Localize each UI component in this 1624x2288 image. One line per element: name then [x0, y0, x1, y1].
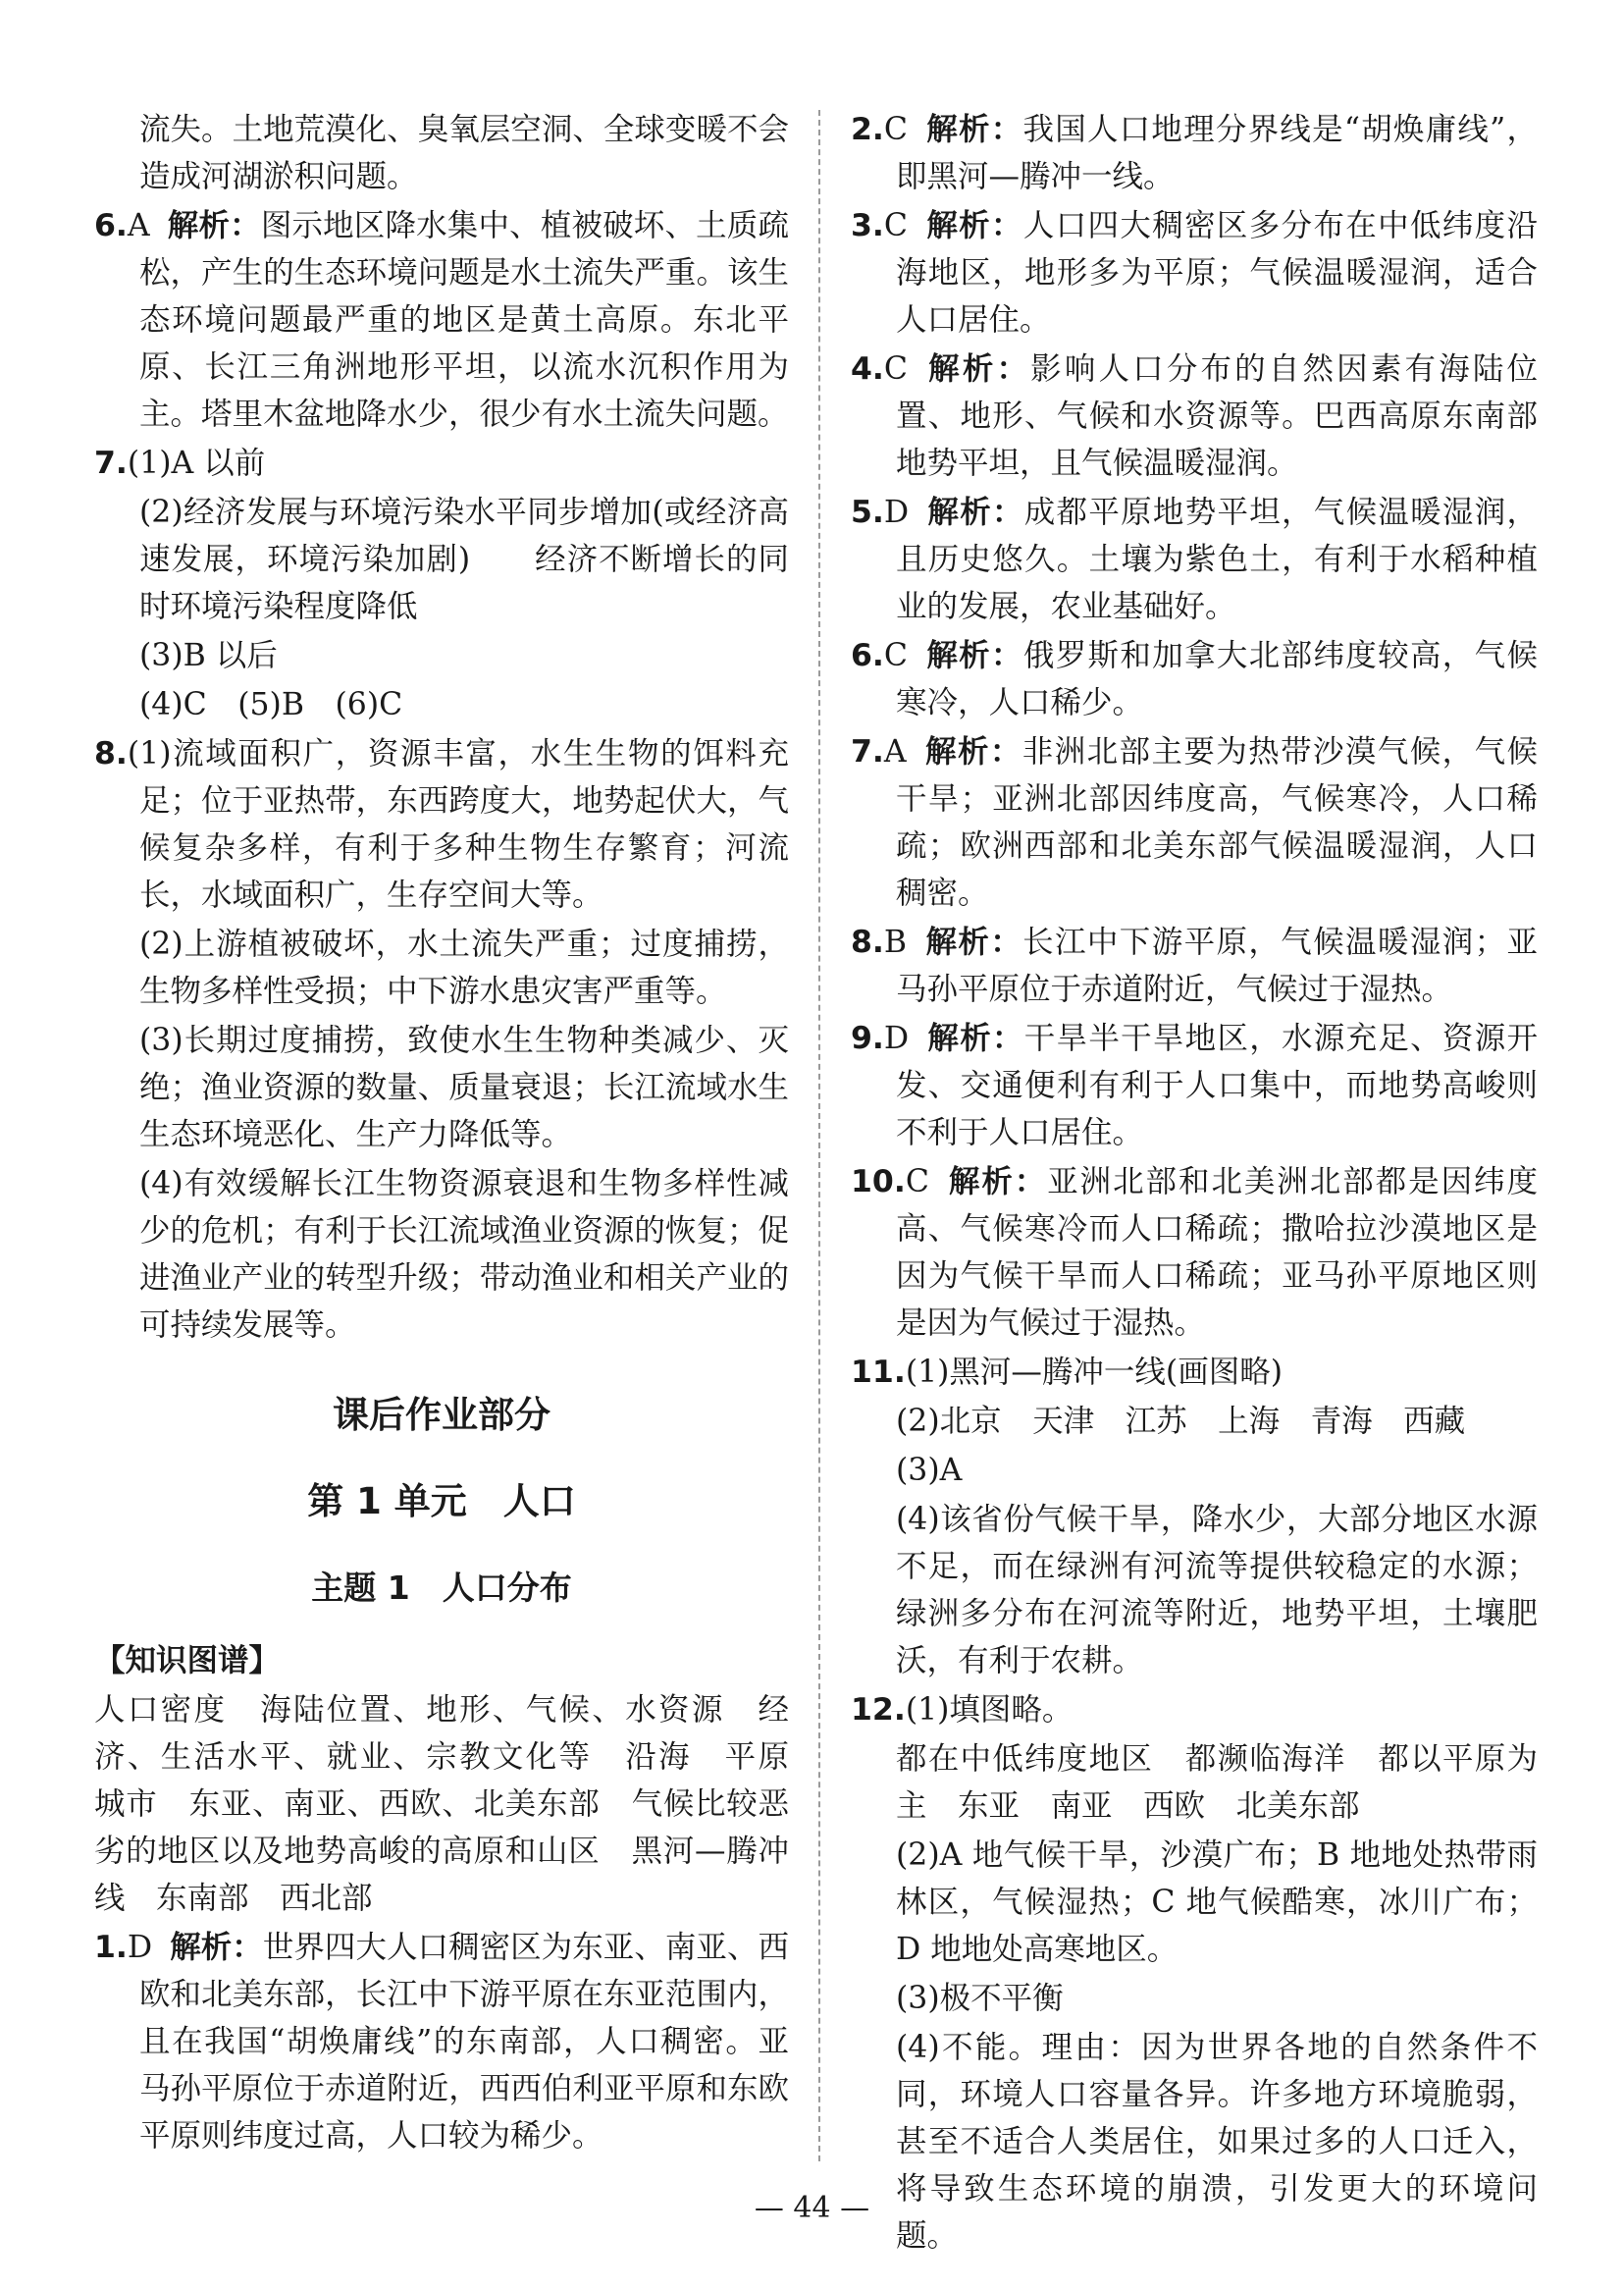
q8-part4: (4)有效缓解长江生物资源衰退和生物多样性减少的危机；有利于长江流域渔业资源的恢复；促进渔业产业的转型升级；带动渔业和相关产业的可持续发展等。 — [139, 1166, 789, 1343]
r-q9-number: 9. — [851, 1021, 884, 1056]
q7-part1: (1)A 以前 — [127, 446, 266, 481]
r-q10-text: 亚洲北部和北美洲北部都是因纬度高、气候寒冷而人口稀疏；撒哈拉沙漠地区是因为气候干旱而人口稀疏；亚马孙平原地区则是因为气候过于湿热。 — [896, 1164, 1538, 1341]
r-q8-label: 解析： — [924, 925, 1023, 960]
left-q8 — [94, 730, 789, 919]
r-q7-label: 解析： — [923, 734, 1022, 770]
q8-number: 8. — [94, 736, 128, 772]
left-q7 — [94, 440, 789, 487]
q1-label: 解析： — [170, 1930, 263, 1965]
column-divider — [818, 110, 820, 2161]
r-q5-answer: D — [883, 495, 910, 530]
q6-text: 图示地区降水集中、植被破坏、土质疏松，产生的生态环境问题是水土流失严重。该生态环境问题最严重的地区是黄土高原。东北平原、长江三角洲地形平坦，以流水沉积作用为主。塔里木盆地降水少，很少有水土流失问题。 — [139, 208, 789, 432]
right-q12 — [851, 1686, 1538, 1733]
r-q11-part1: (1)黑河—腾冲一线(画图略) — [905, 1355, 1283, 1390]
left-column — [94, 106, 820, 2161]
r-q4-number: 4. — [851, 351, 884, 387]
r-q11-part3: (3)A — [896, 1453, 963, 1488]
r-q2-number: 2. — [851, 112, 884, 147]
r-q7-number: 7. — [851, 734, 884, 770]
r-q5-text: 成都平原地势平坦，气候温暖湿润，且历史悠久。土壤为紫色土，有利于水稻种植业的发展，农业基础好。 — [896, 495, 1538, 624]
knowledge-map-text: 人口密度 海陆位置、地形、气候、水资源 经济、生活水平、就业、宗教文化等 沿海 平原 城市 东亚、南亚、西欧、北美东部 气候比较恶劣的地区以及地势高峻的高原和山区 黑河—腾冲线 东南部 西北部 — [94, 1692, 820, 1916]
r-q3-label: 解析： — [925, 208, 1023, 243]
q8-part2: (2)上游植被破坏，水土流失严重；过度捕捞，生物多样性受损；中下游水患灾害严重等。 — [139, 927, 789, 1009]
r-q8-answer: B — [883, 925, 908, 960]
r-q7-text: 非洲北部主要为热带沙漠气候，气候干旱；亚洲北部因纬度高，气候寒冷，人口稀疏；欧洲西部和北美东部气候温暖湿润，人口稠密。 — [896, 734, 1538, 911]
r-q10-label: 解析： — [946, 1164, 1048, 1199]
r-q11-part4: (4)该省份气候干旱，降水少，大部分地区水源不足，而在绿洲有河流等提供较稳定的水源；绿洲多分布在河流等附近，地势平坦，土壤肥沃，有利于农耕。 — [896, 1502, 1538, 1678]
r-q4-answer: C — [883, 351, 908, 387]
q6-label: 解析： — [167, 208, 261, 243]
knowledge-map-label: 【知识图谱】 — [94, 1643, 281, 1678]
r-q2-text: 我国人口地理分界线是“胡焕庸线”，即黑河—腾冲一线。 — [896, 112, 1538, 194]
r-q3-answer: C — [883, 208, 908, 243]
r-q6-number: 6. — [851, 638, 884, 673]
r-q2-answer: C — [883, 112, 908, 147]
left-q1 — [94, 1924, 789, 2159]
right-column — [851, 106, 1538, 2261]
r-q4-text: 影响人口分布的自然因素有海陆位置、地形、气候和水资源等。巴西高原东南部地势平坦，且气候温暖湿润。 — [896, 351, 1538, 481]
q6-answer: A — [127, 208, 150, 243]
r-q10-number: 10. — [851, 1164, 906, 1199]
r-q12-part1b: 都在中低纬度地区 都濒临海洋 都以平原为主 东亚 南亚 西欧 北美东部 — [896, 1741, 1538, 1824]
left-q6 — [94, 202, 789, 438]
r-q9-text: 干旱半干旱地区，水源充足、资源开发、交通便利有利于人口集中，而地势高峻则不利于人口居住。 — [896, 1021, 1538, 1150]
right-q8 — [851, 919, 1538, 1013]
r-q7-answer: A — [883, 734, 907, 770]
section-title-homework: 课后作业部分 — [333, 1394, 550, 1436]
r-q12-part1: (1)填图略。 — [905, 1692, 1074, 1728]
r-q3-number: 3. — [851, 208, 884, 243]
q8-part1: (1)流域面积广，资源丰富，水生生物的饵料充足；位于亚热带，东西跨度大，地势起伏大，气候复杂多样，有利于多种生物生存繁育；河流长，水域面积广，生存空间大等。 — [127, 736, 789, 913]
r-q5-number: 5. — [851, 495, 884, 530]
right-q3 — [851, 202, 1538, 344]
q7-part3: (3)B 以后 — [139, 638, 278, 673]
q8-part3: (3)长期过度捕捞，致使水生生物种类减少、灭绝；渔业资源的数量、质量衰退；长江流域水生生态环境恶化、生产力降低等。 — [139, 1023, 789, 1152]
right-q9 — [851, 1015, 1538, 1156]
r-q6-answer: C — [883, 638, 908, 673]
r-q11-number: 11. — [851, 1355, 906, 1390]
r-q8-number: 8. — [851, 925, 884, 960]
r-q6-text: 俄罗斯和加拿大北部纬度较高，气候寒冷，人口稀少。 — [896, 638, 1538, 720]
r-q12-part4: (4)不能。理由：因为世界各地的自然条件不同，环境人口容量各异。许多地方环境脆弱，甚至不适合人类居住，如果过多的人口迁入，将导致生态环境的崩溃，引发更大的环境问题。 — [896, 2030, 1538, 2254]
right-q5 — [851, 489, 1538, 630]
q7-part2: (2)经济发展与环境污染水平同步增加(或经济高速发展，环境污染加剧) 经济不断增长的同时环境污染程度降低 — [139, 495, 789, 624]
q6-number: 6. — [94, 208, 128, 243]
r-q8-text: 长江中下游平原，气候温暖湿润；亚马孙平原位于赤道附近，气候过于湿热。 — [896, 925, 1538, 1007]
knowledge-map-heading — [94, 1637, 789, 1684]
r-q6-label: 解析： — [925, 638, 1023, 673]
r-q9-label: 解析： — [926, 1021, 1024, 1056]
right-q10 — [851, 1158, 1538, 1347]
right-q2 — [851, 106, 1538, 200]
right-q4 — [851, 346, 1538, 487]
q1-answer: D — [127, 1930, 153, 1965]
r-q12-number: 12. — [851, 1692, 906, 1728]
r-q12-part3: (3)极不平衡 — [896, 1981, 1064, 2016]
section-title-topic: 主题 1 人口分布 — [311, 1569, 572, 1607]
q7-part4: (4)C (5)B (6)C — [139, 687, 403, 722]
q1-number: 1. — [94, 1930, 128, 1965]
r-q2-label: 解析： — [925, 112, 1023, 147]
r-q12-part2: (2)A 地气候干旱，沙漠广布；B 地地处热带雨林区，气候湿热；C 地气候酷寒，冰川广布；D 地地处高寒地区。 — [896, 1837, 1538, 1967]
r-q10-answer: C — [905, 1164, 929, 1199]
q5-continuation: 流失。土地荒漠化、臭氧层空洞、全球变暖不会造成河湖淤积问题。 — [139, 112, 789, 194]
r-q4-label: 解析： — [925, 351, 1031, 387]
r-q5-label: 解析： — [926, 495, 1024, 530]
right-q6 — [851, 632, 1538, 726]
r-q11-part2: (2)北京 天津 江苏 上海 青海 西藏 — [896, 1404, 1466, 1439]
right-q11 — [851, 1349, 1538, 1396]
section-title-unit: 第 1 单元 人口 — [307, 1480, 576, 1522]
r-q9-answer: D — [883, 1021, 910, 1056]
right-q7 — [851, 728, 1538, 917]
q1-text: 世界四大人口稠密区为东亚、南亚、西欧和北美东部，长江中下游平原在东亚范围内，且在我国“胡焕庸线”的东南部，人口稠密。亚马孙平原位于赤道附近，西西伯利亚平原和东欧平原则纬度过高，人口较为稀少。 — [139, 1930, 789, 2154]
q7-number: 7. — [94, 446, 128, 481]
page-number: — 44 — — [754, 2191, 870, 2225]
r-q3-text: 人口四大稠密区多分布在中低纬度沿海地区，地形多为平原；气候温暖湿润，适合人口居住。 — [896, 208, 1538, 338]
